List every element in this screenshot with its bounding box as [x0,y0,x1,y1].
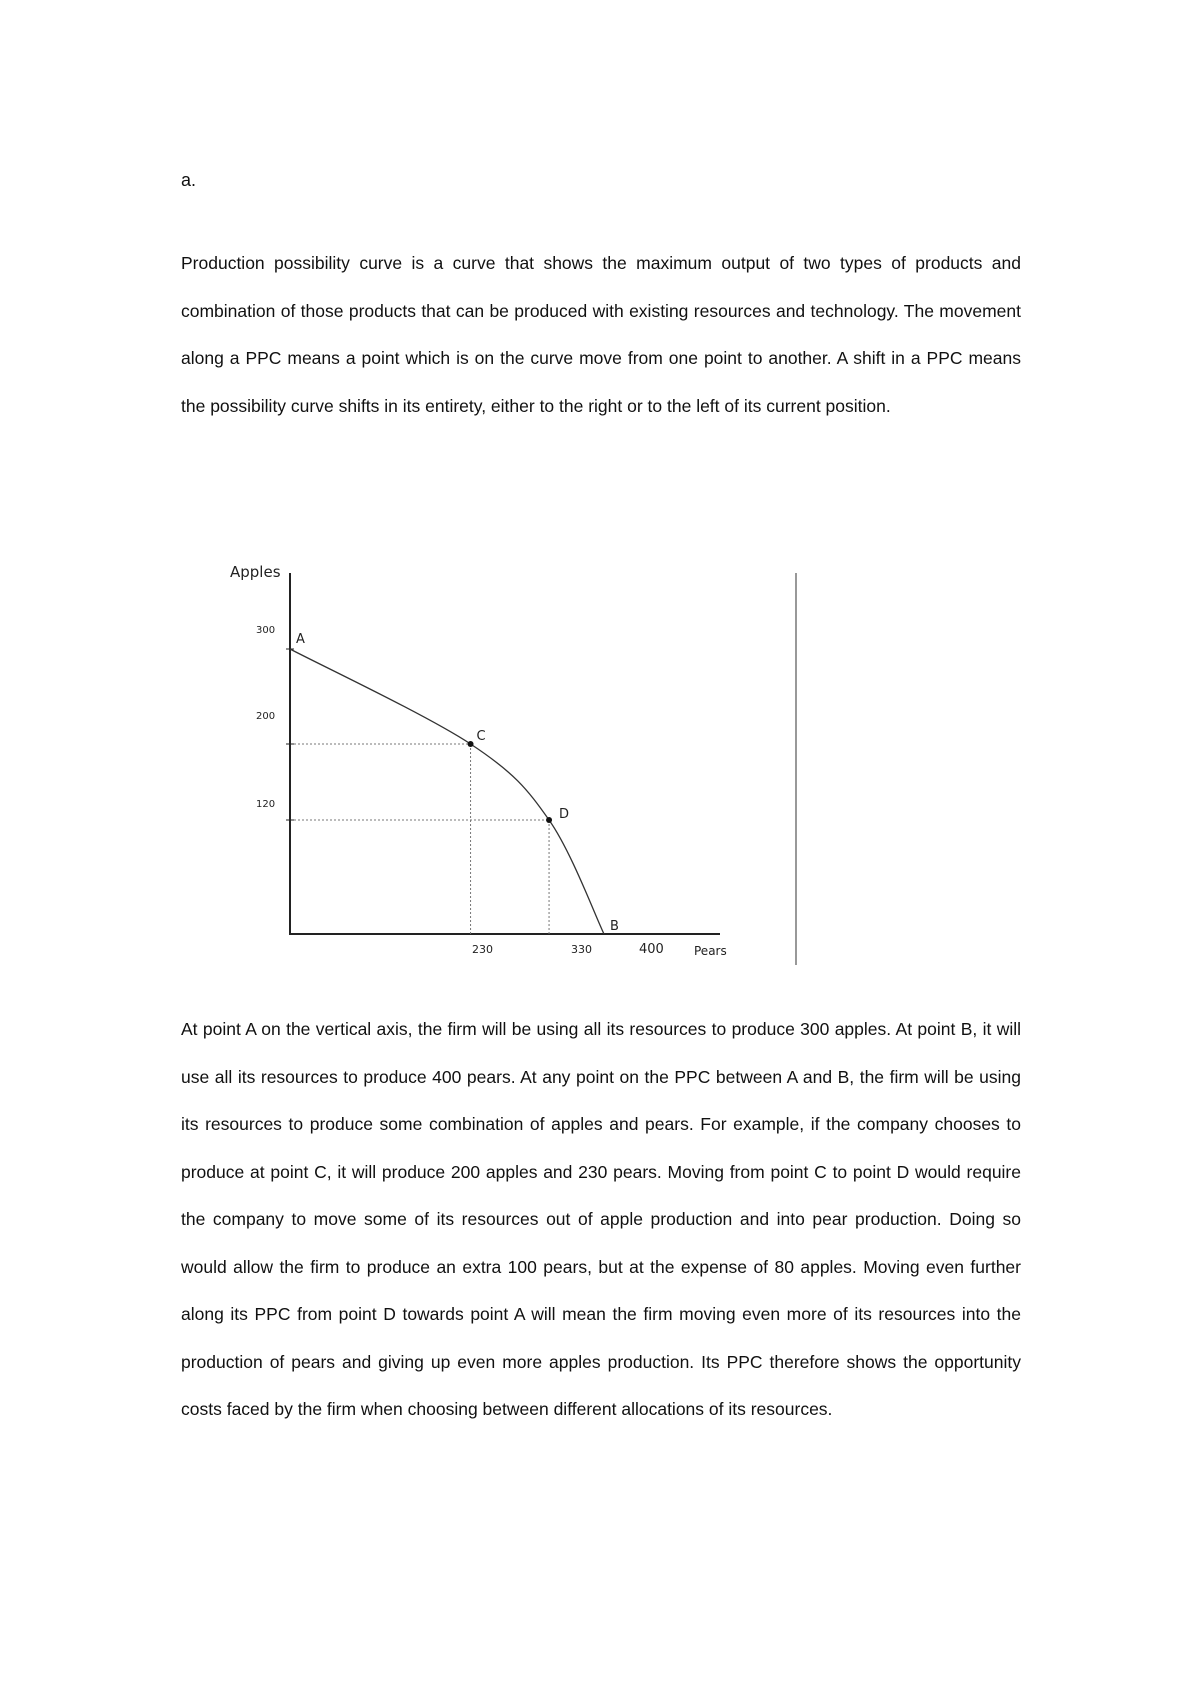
x-tick-label-400: 400 [639,942,664,957]
x-tick-label-230: 230 [472,943,493,956]
point-d-marker [546,817,552,823]
intro-paragraph-text: Production possibility curve is a curve that shows the maximum output of two types of products and combination of those products that can be produced with existing resources and technology. The movement along a PPC means a point which is on the curve move from one point to another. A shift in a PPC means the possibility curve shifts in its entirety, either to the right or to the left of its current position. [181,253,1021,416]
point-a-label: A [296,632,305,647]
point-b-label: B [610,919,619,934]
ppc-figure [200,545,820,975]
ppc-curve [290,649,604,934]
y-axis-label: Apples [230,563,281,581]
intro-paragraph [181,240,1021,430]
point-c-label: C [476,729,486,744]
point-c-marker [468,741,474,747]
y-tick-label-120: 120 [256,799,276,810]
x-tick-label-330: 330 [571,943,592,956]
explanation-paragraph-text: At point A on the vertical axis, the firm will be using all its resources to produce 300 apples. At point B, it will use all its resources to produce 400 pears. At any point on the PPC between A and B, the firm will be using its resources to produce some combination of apples and pears. For example, if the company chooses to produce at point C, it will produce 200 apples and 230 pears. Moving from point C to point D would require the company to move some of its resources out of apple production and into pear production. Doing so would allow the firm to produce an extra 100 pears, but at the expense of 80 apples. Moving even further along its PPC from point D towards point A will mean the firm moving even more of its resources into the production of pears and giving up even more apples production. Its PPC therefore shows the opportunity costs faced by the firm when choosing between different allocations of its resources. [181,1019,1021,1419]
y-tick-label-200: 200 [256,711,276,722]
x-axis-label: Pears [694,944,727,958]
point-d-label: D [559,807,570,822]
y-tick-label-300: 300 [256,625,276,636]
section-label: a. [181,170,197,190]
plot-layer [286,632,619,934]
ppc-chart [200,545,820,975]
explanation-paragraph [181,1006,1021,1434]
